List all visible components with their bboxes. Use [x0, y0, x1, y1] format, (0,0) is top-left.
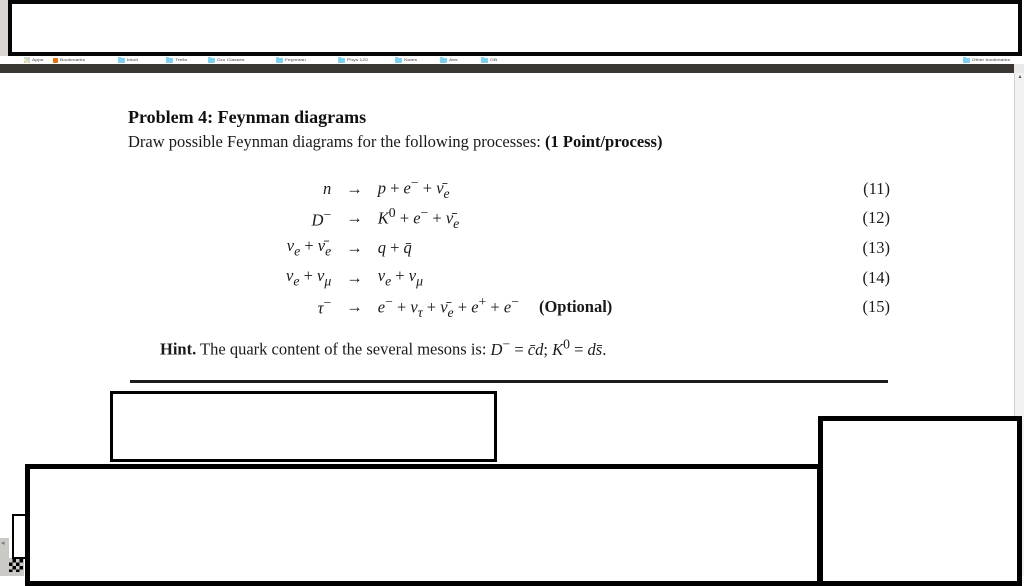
apps-grid-icon — [24, 57, 30, 63]
bookmark-label: Trello — [175, 57, 188, 62]
bookmark-label: Gro Classes — [217, 57, 245, 62]
bookmark-label: GB — [490, 57, 498, 62]
annotation-box-right — [818, 416, 1022, 586]
scroll-up-arrow-icon[interactable]: ▴ — [1018, 74, 1022, 80]
equation-arrow: → — [346, 208, 363, 228]
equation-rhs: $e^- + \nu_\tau$ + $\nū_e + e^+ + e^-$ (Optional) — [377, 293, 613, 320]
equation-number: (14) — [862, 267, 890, 287]
bookmark-item[interactable] — [208, 56, 245, 64]
hint-text: The quark content of the several mesons is: — [200, 339, 487, 359]
bookmark-label: Feynman — [285, 57, 306, 62]
bookmark-item[interactable] — [338, 56, 368, 64]
folder-icon — [276, 58, 283, 63]
bookmark-label: Other bookmarks — [971, 57, 1010, 62]
bookmark-item[interactable] — [481, 56, 497, 64]
equation-lhs: τ− — [317, 295, 332, 318]
folder-icon — [338, 58, 345, 63]
equation-lhs: $\nu_e + \nu_\mu$ — [286, 265, 332, 289]
annotation-box-large — [25, 464, 822, 586]
equation-number: (15) — [862, 297, 890, 317]
equation-number: (12) — [862, 208, 890, 228]
folder-icon — [481, 58, 488, 63]
equation-lhs: $\nu_e$ + $\nū_e$ — [286, 236, 332, 259]
bookmark-label: Phys 120 — [347, 57, 368, 62]
bookmark-label: Bookmarks — [60, 57, 86, 62]
window-edge-strip — [0, 0, 8, 56]
folder-icon — [963, 58, 970, 63]
problem-title: Problem 4: Feynman diagrams — [128, 107, 367, 127]
intro-points: (1 Point/process) — [545, 132, 663, 151]
equation-rhs: $\nu_e + \nu_\mu$ — [377, 265, 423, 289]
pdf-viewer-toolbar — [0, 64, 1014, 73]
bookmark-label: Intuit — [127, 57, 138, 62]
bookmark-other-bookmarks[interactable] — [963, 56, 1010, 64]
hint-label: Hint. — [160, 339, 197, 359]
annotation-box-toolbar-cover — [8, 0, 1022, 56]
folder-icon — [395, 58, 402, 63]
site-favicon-icon — [53, 58, 58, 63]
equation-note: (Optional) — [538, 297, 613, 317]
horizontal-rule — [130, 380, 888, 383]
hint-line — [160, 336, 606, 360]
problem-intro — [128, 132, 662, 152]
annotation-box-left-sliver — [12, 514, 27, 559]
bookmark-item[interactable] — [440, 56, 458, 64]
bookmarks-bar — [0, 56, 1024, 64]
bookmark-label: Abs — [449, 57, 458, 62]
bookmark-item[interactable] — [276, 56, 306, 64]
intro-text: Draw possible Feynman diagrams for the following processes: — [128, 132, 541, 151]
annotation-box-small — [110, 391, 497, 462]
collapse-arrow-icon: ◂ — [1, 539, 5, 547]
equation-arrow: → — [346, 297, 363, 317]
bookmark-label: Notes — [404, 57, 418, 62]
equation-number: (13) — [862, 237, 890, 257]
bookmark-item[interactable] — [395, 56, 417, 64]
folder-icon — [166, 58, 173, 63]
equation-rhs: q + q̄ — [377, 237, 412, 257]
bookmark-item[interactable] — [53, 56, 85, 64]
folder-icon — [208, 58, 215, 63]
toolbar-right-gap — [1014, 64, 1024, 73]
equation-rhs: $p + e^- + \nū_e$ — [377, 175, 450, 202]
equations-block — [286, 174, 890, 322]
bookmark-item[interactable] — [118, 56, 138, 64]
equation-arrow: → — [346, 178, 363, 198]
bookmark-label: Apps — [32, 57, 44, 62]
equation-arrow: → — [346, 267, 363, 287]
folder-icon — [440, 58, 447, 63]
bookmark-item[interactable] — [166, 56, 187, 64]
taskbar-checker-icon — [9, 559, 23, 572]
hint-math: D− = c̄d; $K^0$ = ds̄. — [490, 336, 607, 359]
folder-icon — [118, 58, 125, 63]
equation-lhs: D− — [311, 206, 332, 230]
equation-number: (11) — [863, 178, 890, 198]
equation-rhs: $K^0 + e^-$ + $\nū_e$ — [377, 204, 460, 231]
equation-lhs: n — [322, 178, 332, 198]
equation-arrow: → — [346, 237, 363, 257]
bookmark-apps[interactable] — [24, 56, 43, 64]
